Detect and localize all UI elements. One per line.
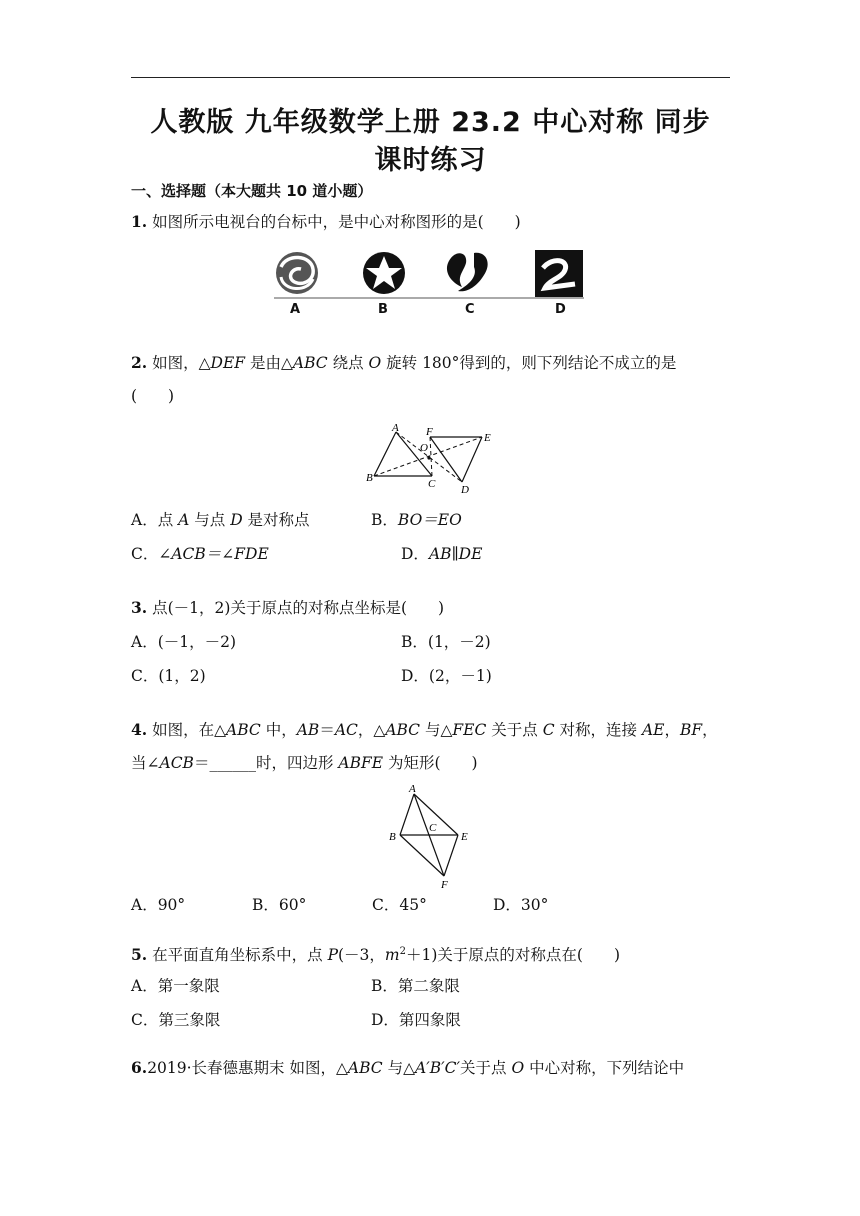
logo-label-b: B <box>378 302 388 317</box>
point-label-c: C <box>429 822 437 834</box>
q5-option-b: B．第二象限 <box>371 977 460 995</box>
stem-math: O <box>368 354 382 372</box>
stem-text: 旋转 180°得到的，则下列结论不成立的是 <box>381 354 677 372</box>
question-number: 3. <box>131 598 148 617</box>
question-stem: 如图所示电视台的台标中，是中心对称图形的是( ) <box>152 213 521 231</box>
question-6: 6.2019·长春德惠期末 如图，△ABC 与△A′B′C′关于点 O 中心对称，下列结论中 <box>131 1058 685 1077</box>
stem-text: 绕点 <box>327 354 369 372</box>
question-3 <box>131 597 444 619</box>
point-label-c: C <box>428 478 436 490</box>
stem-math: DEF <box>210 354 246 372</box>
logo-label-a: A <box>290 302 301 317</box>
header-rule <box>131 77 730 78</box>
tv-logos-figure <box>272 246 586 306</box>
question-number: 6. <box>131 1058 148 1077</box>
logo-c-shape-icon <box>447 253 488 292</box>
page-title <box>131 104 730 180</box>
rotation-figure <box>362 422 502 496</box>
q2-option-a: A．点 A 与点 D 是对称点 <box>131 511 310 529</box>
q4-option-c: C．45° <box>372 896 427 914</box>
section-heading: 一、选择题（本大题共 10 道小题） <box>131 182 373 200</box>
question-number: 1. <box>131 212 148 231</box>
question-2-bracket: ( ) <box>131 387 175 405</box>
question-number: 2. <box>131 353 148 372</box>
question-2 <box>131 352 676 374</box>
q4-option-b: B．60° <box>252 896 307 914</box>
title-line-2: 课时练习 <box>374 145 487 176</box>
point-label-f: F <box>426 426 433 438</box>
logo-label-c: C <box>465 302 475 317</box>
logo-b-star-icon <box>363 252 405 294</box>
question-number: 4. <box>131 720 148 739</box>
q2-option-b: B．BO＝EO <box>371 511 462 529</box>
logo-a-spiral-icon <box>276 252 318 294</box>
q4-option-d: D．30° <box>493 896 549 914</box>
q3-option-d: D．(2，－1) <box>401 667 492 685</box>
stem-text: 是由△ <box>245 354 293 372</box>
point-label-d: D <box>461 484 469 496</box>
q3-option-b: B．(1，－2) <box>401 633 491 651</box>
point-label-e: E <box>461 831 468 843</box>
question-5: 5. 在平面直角坐标系中，点 P(－3，$m^2+1$)关于原点的对称点在( ) <box>131 945 621 965</box>
question-stem: 点(－1，2)关于原点的对称点坐标是( ) <box>152 599 445 617</box>
q3-option-a: A．(－1，－2) <box>131 633 237 651</box>
q2-option-c: C．∠ACB＝∠FDE <box>131 545 269 563</box>
stem-math: ABC <box>292 354 328 372</box>
title-line-1: 人教版 九年级数学上册 23.2 中心对称 同步 <box>150 107 711 138</box>
question-1 <box>131 211 521 233</box>
point-label-f: F <box>441 879 448 891</box>
logo-d-square-icon <box>535 250 583 297</box>
question-4: 4. 如图，在△ABC 中，AB＝AC，△ABC 与△FEC 关于点 C 对称，连接 AE，BF， <box>131 720 718 739</box>
logo-label-d: D <box>555 302 566 317</box>
point-label-b: B <box>366 472 373 484</box>
question-4-line-2: 当∠ACB＝______时，四边形 ABFE 为矩形( ) <box>131 754 478 772</box>
q5-option-a: A．第一象限 <box>131 977 220 995</box>
point-label-o: O <box>420 442 428 454</box>
q5-option-c: C．第三象限 <box>131 1011 221 1029</box>
q5-option-d: D．第四象限 <box>371 1011 461 1029</box>
point-label-b: B <box>389 831 396 843</box>
point-label-a: A <box>392 422 399 434</box>
q2-option-d: D．AB∥DE <box>401 545 483 563</box>
stem-text: 如图，△ <box>152 354 211 372</box>
rhombus-figure <box>384 782 476 892</box>
q3-option-c: C．(1，2) <box>131 667 206 685</box>
point-label-e: E <box>484 432 491 444</box>
q4-option-a: A．90° <box>131 896 186 914</box>
point-label-a: A <box>409 783 416 795</box>
question-number: 5. <box>131 945 148 965</box>
